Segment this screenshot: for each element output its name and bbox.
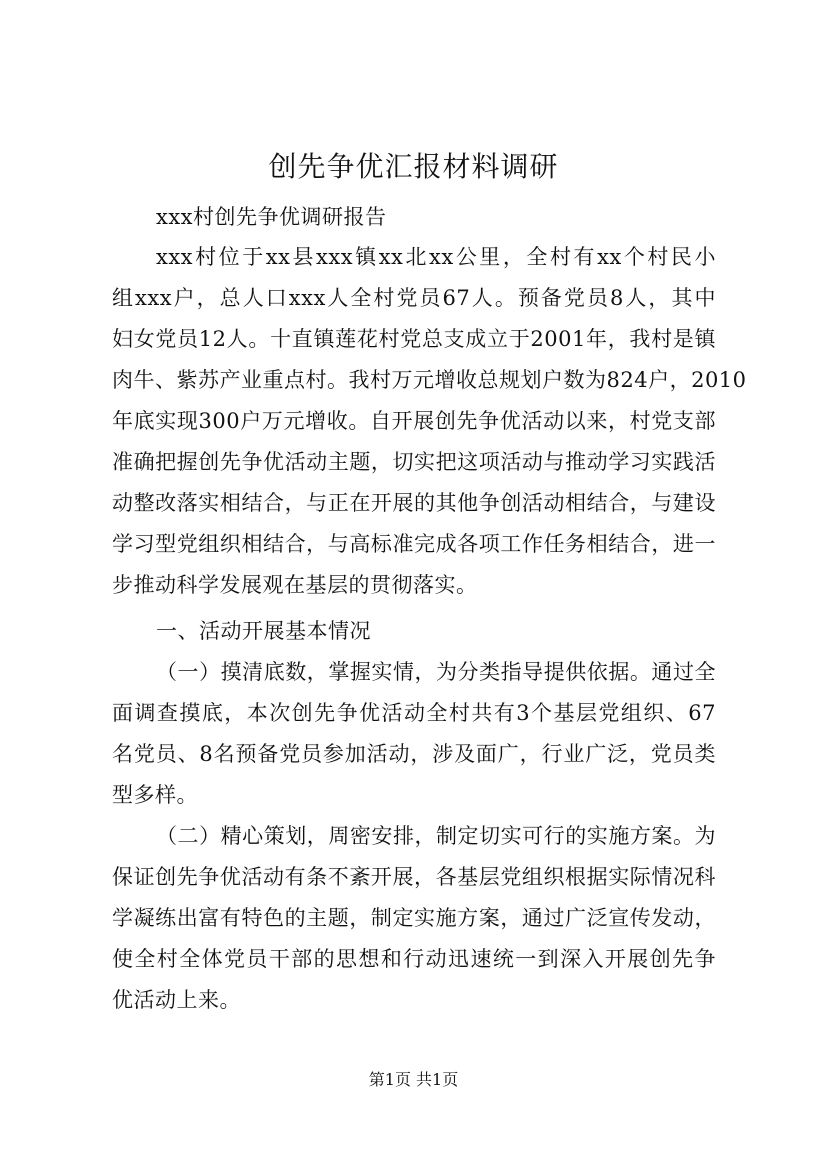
body-line: 步推动科学发展观在基层的贯彻落实。: [112, 573, 478, 597]
body-line: 优活动上来。: [112, 988, 241, 1012]
body-line: 面调查摸底，本次创先争优活动全村共有3个基层党组织、67: [112, 701, 716, 725]
body-line: 学习型党组织相结合，与高标准完成各项工作任务相结合，进一: [112, 532, 716, 556]
body-line: 肉牛、紫苏产业重点村。我村万元增收总规划户数为824户，2010: [112, 368, 747, 392]
body-line: 年底实现300户万元增收。自开展创先争优活动以来，村党支部: [112, 409, 716, 433]
body-line: 动整改落实相结合，与正在开展的其他争创活动相结合，与建设: [112, 491, 716, 515]
body-line: 使全村全体党员干部的思想和行动迅速统一到深入开展创先争: [112, 947, 716, 971]
section-heading: 一、活动开展基本情况: [156, 619, 371, 643]
body-line: 名党员、8名预备党员参加活动，涉及面广，行业广泛，党员类: [112, 742, 716, 766]
subtitle-line: xxx村创先争优调研报告: [156, 205, 387, 229]
body-line: 学凝练出富有特色的主题，制定实施方案，通过广泛宣传发动，: [112, 906, 716, 930]
body-line: （一）摸清底数，掌握实情，为分类指导提供依据。通过全: [156, 660, 716, 684]
body-line: 型多样。: [112, 783, 198, 807]
page-number-footer: 第1页 共1页: [368, 1070, 459, 1089]
body-line: （二）精心策划，周密安排，制定切实可行的实施方案。为: [156, 824, 716, 848]
body-line: 组xxx户，总人口xxx人全村党员67人。预备党员8人，其中: [112, 286, 716, 310]
body-line: xxx村位于xx县xxx镇xx北xx公里，全村有xx个村民小: [156, 245, 716, 269]
body-line: 保证创先争优活动有条不紊开展，各基层党组织根据实际情况科: [112, 865, 716, 889]
body-line: 准确把握创先争优活动主题，切实把这项活动与推动学习实践活: [112, 450, 716, 474]
body-line: 妇女党员12人。十直镇莲花村党总支成立于2001年，我村是镇: [112, 327, 716, 351]
document-title: 创先争优汇报材料调研: [268, 150, 559, 183]
